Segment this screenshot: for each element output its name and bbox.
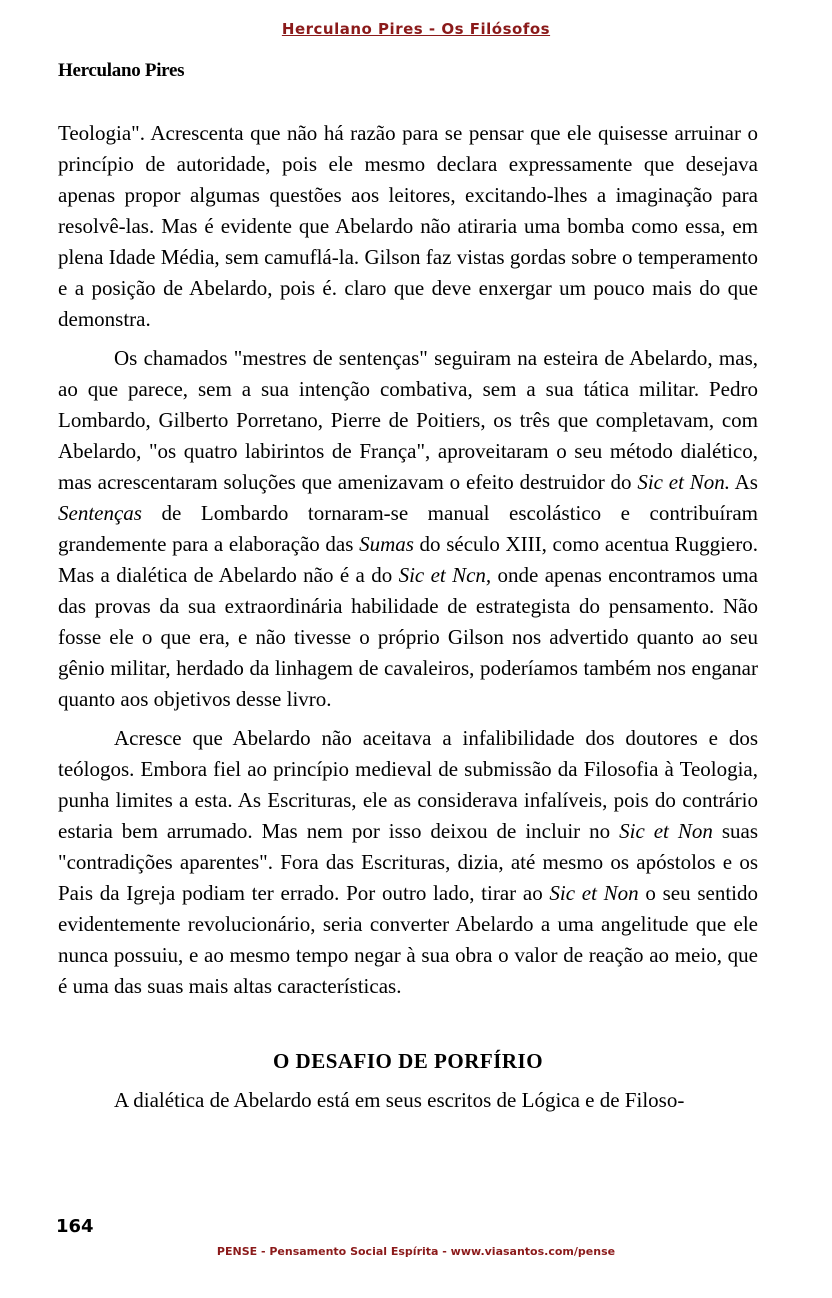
text-run: de Lombardo tornaram-se manual escolástico e contribuíram grandemente para a elaboração das xyxy=(58,501,758,556)
italic-title: Sic et Ncn, xyxy=(398,563,492,587)
italic-title: Sumas xyxy=(359,532,414,556)
text-run: Acresce que Abelardo não aceitava a infalibilidade dos doutores e dos teólogos. Embora fiel ao princípio medieval de submissão da Filosofia à Teologia, punha limites a esta. As Escrituras, ele as considerava infalíveis, pois do contrário estaria bem arrumado. Mas nem por isso deixou de incluir no xyxy=(58,726,758,843)
paragraph-4: A dialética de Abelardo está em seus escritos de Lógica e de Filoso- xyxy=(114,1088,685,1112)
paragraph-1: Teologia". Acrescenta que não há razão para se pensar que ele quisesse arruinar o princípio de autoridade, pois ele mesmo declara expressamente que desejava apenas propor algumas questões aos leitores, excitando-lhes a imaginação para resolvê-las. Mas é evidente que Abelardo não atiraria uma bomba como essa, em plena Idade Média, sem camuflá-la. Gilson faz vistas gordas sobre o temperamento e a posição de Abelardo, pois é. claro que deve enxergar um pouco mais do que demonstra. xyxy=(58,121,758,331)
footer-credit: PENSE - Pensamento Social Espírita - www.viasantos.com/pense xyxy=(216,1245,616,1258)
text-run: onde apenas encontramos uma das provas da sua extraordinária habilidade de estrategista do pensamento. Não fosse ele o que era, e não tivesse o próprio Gilson nos advertido quanto ao seu gênio militar, herdado da linhagem de cavaleiros, poderíamos também nos enganar quanto aos objetivos desse livro. xyxy=(58,563,758,711)
italic-title: Sic et Non xyxy=(619,819,713,843)
italic-title: Sic et Non. xyxy=(637,470,730,494)
italic-title: Sentenças xyxy=(58,501,142,525)
paragraph-2 xyxy=(58,343,758,715)
text-run: Os chamados "mestres de sentenças" seguiram na esteira de Abelardo, mas, ao que parece, sem a sua intenção combativa, sem a sua tática militar. Pedro Lombardo, Gilberto Porretano, Pierre de Poitiers, os três que completavam, com Abelardo, "os quatro labirintos de França", aproveitaram o seu método dialético, mas acrescentaram soluções que amenizavam o efeito destruidor do xyxy=(58,346,758,494)
paragraph-3 xyxy=(58,723,758,1002)
text-run: o seu sentido evidentemente revolucionário, seria converter Abelardo a uma angelitude que ele nunca possuiu, e ao mesmo tempo negar à sua obra o valor de reação ao meio, que é uma das suas mais altas características. xyxy=(58,881,758,998)
page-body xyxy=(58,118,758,1124)
running-head: Herculano Pires xyxy=(58,60,185,81)
page-number: 164 xyxy=(56,1216,94,1237)
section-heading: O DESAFIO DE PORFÍRIO xyxy=(272,1049,544,1073)
text-run: do século XIII, como acentua Ruggiero. Mas a dialética de Abelardo não é a do xyxy=(58,532,758,587)
text-run: As xyxy=(730,470,758,494)
document-title: Herculano Pires - Os Filósofos xyxy=(281,20,551,38)
italic-title: Sic et Non xyxy=(549,881,639,905)
text-run: suas "contradições aparentes". Fora das Escrituras, dizia, até mesmo os apóstolos e os Pais da Igreja podiam ter errado. Por outro lado, tirar ao xyxy=(58,819,759,905)
